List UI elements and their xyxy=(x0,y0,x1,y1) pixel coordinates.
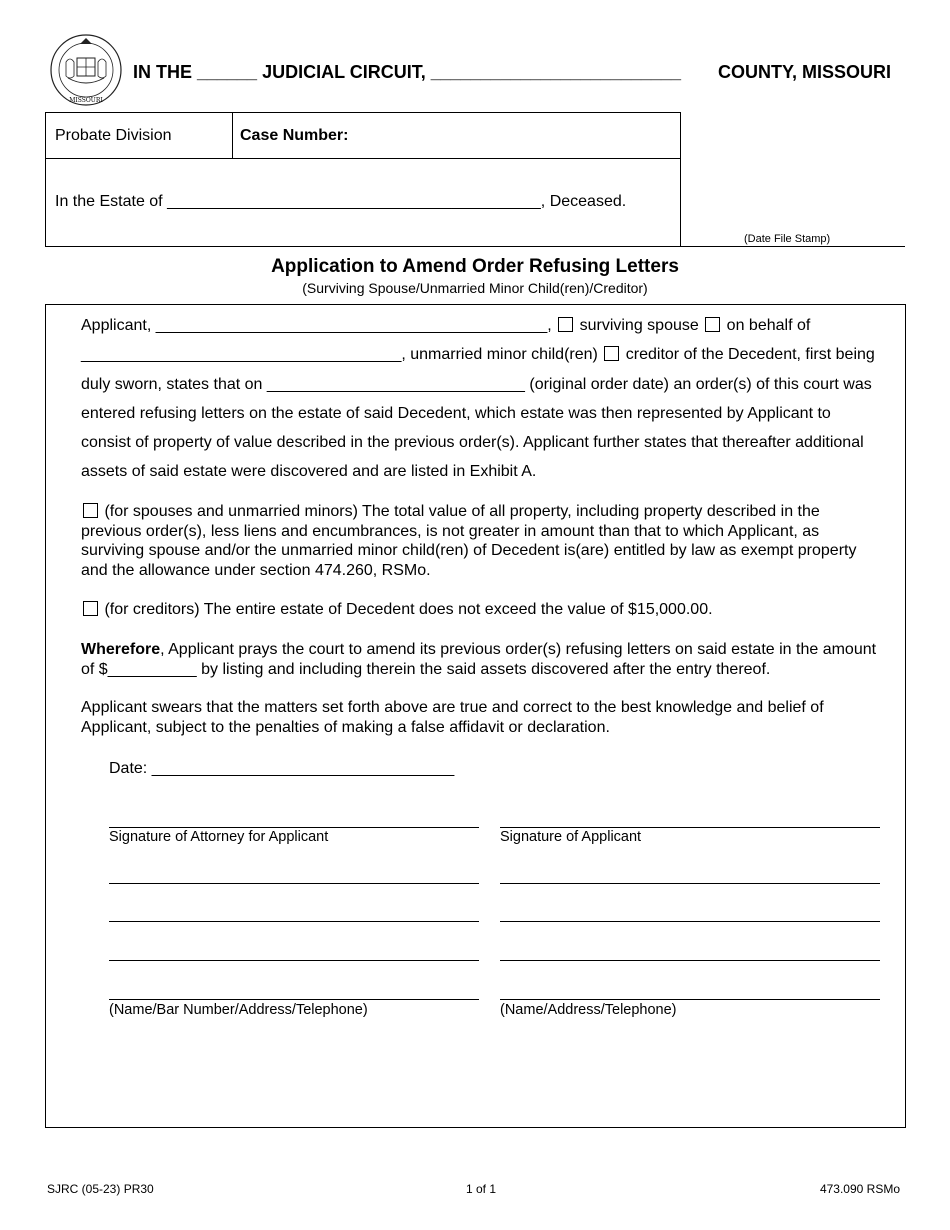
attorney-signature-label: Signature of Attorney for Applicant xyxy=(109,829,329,845)
date-field[interactable]: Date: __________________________________ xyxy=(109,760,455,777)
applicant-name-field[interactable]: Applicant, ____________________________________________, xyxy=(81,317,552,334)
applicant-info-line[interactable] xyxy=(500,883,880,884)
applicant-info-line[interactable] xyxy=(500,960,880,961)
statute-reference: 473.090 RSMo xyxy=(819,1182,900,1196)
creditor-paragraph xyxy=(81,600,881,620)
judicial-circuit-line[interactable]: IN THE ______ JUDICIAL CIRCUIT, _________________________ xyxy=(133,62,682,82)
attorney-info-line[interactable] xyxy=(109,999,479,1000)
attorney-info-line[interactable] xyxy=(109,960,479,961)
caption-row xyxy=(46,113,680,159)
spouse-minor-checkbox[interactable] xyxy=(83,503,98,518)
attorney-info-line[interactable] xyxy=(109,921,479,922)
surviving-spouse-checkbox[interactable] xyxy=(558,317,573,332)
applicant-info-label: (Name/Address/Telephone) xyxy=(500,1002,677,1018)
form-id: SJRC (05-23) PR30 xyxy=(47,1182,154,1196)
applicant-info-line[interactable] xyxy=(500,999,880,1000)
caption-table xyxy=(45,112,681,247)
wherefore-paragraph xyxy=(81,640,881,679)
on-behalf-of-label: on behalf of xyxy=(726,317,811,334)
date-file-stamp-label: (Date File Stamp) xyxy=(744,233,831,245)
case-number-field[interactable]: Case Number: xyxy=(240,127,349,144)
division-label: Probate Division xyxy=(55,127,172,144)
date-stamp-divider xyxy=(681,246,905,247)
creditor-checkbox[interactable] xyxy=(604,346,619,361)
creditor-estate-text: (for creditors) The entire estate of Decedent does not exceed the value of $15,000.00. xyxy=(104,601,713,618)
county-label: COUNTY, MISSOURI xyxy=(718,62,892,82)
creditor-label: creditor of the Decedent, first xyxy=(625,346,832,364)
minor-children-field[interactable]: ____________________________________, unmarried minor child(ren) xyxy=(81,346,598,364)
form-title: Application to Amend Order Refusing Letters xyxy=(271,256,679,277)
attorney-info-line[interactable] xyxy=(109,883,479,884)
on-behalf-of-checkbox[interactable] xyxy=(705,317,720,332)
caption-divider xyxy=(232,113,233,158)
sworn-statement xyxy=(81,311,881,487)
form-subtitle: (Surviving Spouse/Unmarried Minor Child(ren)/Creditor) xyxy=(302,280,648,296)
creditor-estate-checkbox[interactable] xyxy=(83,601,98,616)
attorney-signature-line[interactable] xyxy=(109,827,479,828)
applicant-signature-label: Signature of Applicant xyxy=(500,829,642,845)
applicant-signature-line[interactable] xyxy=(500,827,880,828)
wherefore-bold: Wherefore xyxy=(81,641,161,658)
wherefore-text[interactable]: , Applicant prays the court to amend its previous order(s) refusing letters on said estate in the amount of $__________ by listing and including therein the said assets discovered after the entry thereof. xyxy=(81,641,877,678)
svg-text:MISSOURI: MISSOURI xyxy=(69,97,103,104)
order-date-statement[interactable]: being duly sworn, states that on _____________________________ (original order date) an order(s) of this court was entered refusing letters on the estate of said Decedent, which estate was then represented by Applicant to consist of property of value described in the previous order(s). Applicant further states that thereafter additional assets of said estate were discovered and are listed in Exhibit A. xyxy=(81,346,875,481)
applicant-info-line[interactable] xyxy=(500,921,880,922)
page-number: 1 of 1 xyxy=(465,1182,497,1196)
spouse-minor-text: (for spouses and unmarried minors) The total value of all property, including property described in the previous order(s), less liens and encumbrances, is not greater in amount than that to which Applicant, as surviving spouse and/or the unmarried minor child(ren) of Decedent is(are) entitled by law as exempt property and the allowance under section 474.260, RSMo. xyxy=(81,503,857,579)
surviving-spouse-label: surviving spouse xyxy=(579,317,699,334)
estate-of-field[interactable]: In the Estate of __________________________________________, Deceased. xyxy=(55,193,627,210)
attorney-info-label: (Name/Bar Number/Address/Telephone) xyxy=(109,1002,368,1018)
swear-paragraph: Applicant swears that the matters set forth above are true and correct to the best knowledge and belief of Applicant, subject to the penalties of making a false affidavit or declaration. xyxy=(81,699,824,736)
missouri-seal-icon xyxy=(46,32,126,108)
spouse-minor-paragraph xyxy=(81,502,881,580)
